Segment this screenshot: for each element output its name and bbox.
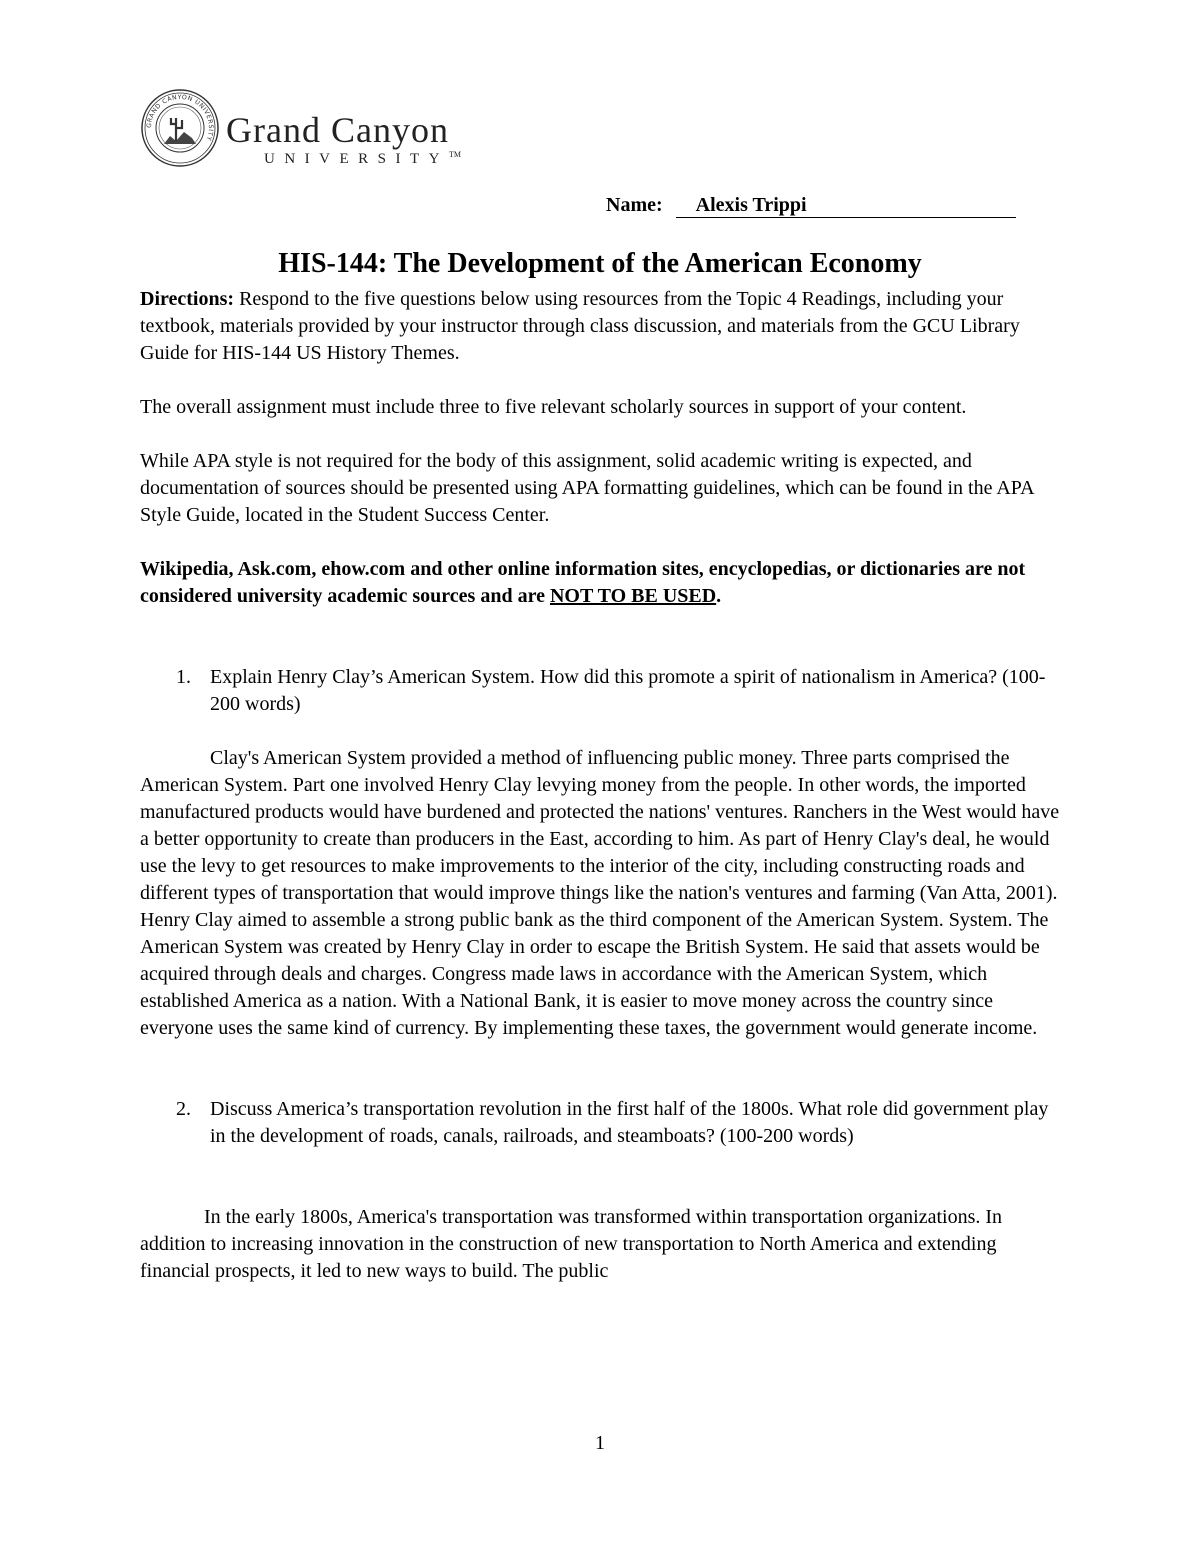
document-title: HIS-144: The Development of the American Economy [278, 248, 922, 279]
answer-1: Clay's American System provided a method of influencing public money. Three parts comprised the American System. Part one involved Henry Clay levying money from the people. In other words, the imported manufactured products would have burdened and protected the nations' ventures. Ranchers in the West would have a better opportunity to create than producers in the East, according to him. As part of Henry Clay's deal, he would use the levy to get resources to make improvements to the interior of the city, including constructing roads and different types of transportation that would improve things like the nation's ventures and farming (Van Atta, 2001). Henry Clay aimed to assemble a strong public bank as the third component of the American System. System. The American System was created by Henry Clay in order to escape the British System. He said that assets would be acquired through deals and charges. Congress made laws in accordance with the American System, which established America as a nation. With a National Bank, it is easier to move money across the country since everyone uses the same kind of currency. By implementing these taxes, the government would generate income. [140, 747, 1060, 1039]
svg-text:GRAND CANYON UNIVERSITY: GRAND CANYON UNIVERSITY [145, 93, 215, 142]
university-wordmark [226, 112, 461, 168]
answer-2: In the early 1800s, America's transportation was transformed within transportation organizations. In addition to increasing innovation in the construction of new transportation to North America and extending financial prospects, it led to new ways to build. The public [140, 1206, 1003, 1282]
sources-paragraph: The overall assignment must include three to five relevant scholarly sources in support of your content. [140, 396, 967, 418]
university-seal-icon [140, 88, 220, 168]
page-number: 1 [595, 1432, 605, 1454]
directions-text: Respond to the five questions below using resources from the Topic 4 Readings, including your textbook, materials provided by your instructor through class discussion, and materials from the GCU Library Guide for HIS-144 US History Themes. [140, 288, 1020, 364]
question-number: 2. [176, 1098, 191, 1120]
wordmark-line2: UNIVERSITY™ [264, 150, 461, 167]
directions-paragraph [140, 286, 1060, 367]
name-row [606, 194, 1016, 218]
question-2 [140, 1096, 1060, 1150]
wordmark-line1: Grand Canyon [226, 110, 449, 150]
apa-paragraph: While APA style is not required for the body of this assignment, solid academic writing is expected, and documentation of sources should be presented using APA formatting guidelines, which can be found in the APA Style Guide, located in the Student Success Center. [140, 450, 1034, 526]
not-to-be-used: NOT TO BE USED [549, 585, 717, 607]
question-text: Discuss America’s transportation revolution in the first half of the 1800s. What role did government play in the development of roads, canals, railroads, and steamboats? (100-200 words) [210, 1098, 1049, 1147]
directions-label: Directions: [140, 288, 235, 310]
name-value: Alexis Trippi [676, 194, 1016, 218]
document-body [140, 286, 1060, 1285]
question-text: Explain Henry Clay’s American System. How did this promote a spirit of nationalism in America? (100-200 words) [210, 666, 1046, 715]
university-logo [140, 88, 500, 168]
question-1 [140, 664, 1060, 718]
warning-paragraph: Wikipedia, Ask.com, ehow.com and other online information sites, encyclopedias, or dictionaries are not considered university academic sources and are NOT TO BE USED. [140, 558, 1026, 607]
name-label: Name: [606, 194, 663, 216]
question-number: 1. [176, 666, 191, 688]
